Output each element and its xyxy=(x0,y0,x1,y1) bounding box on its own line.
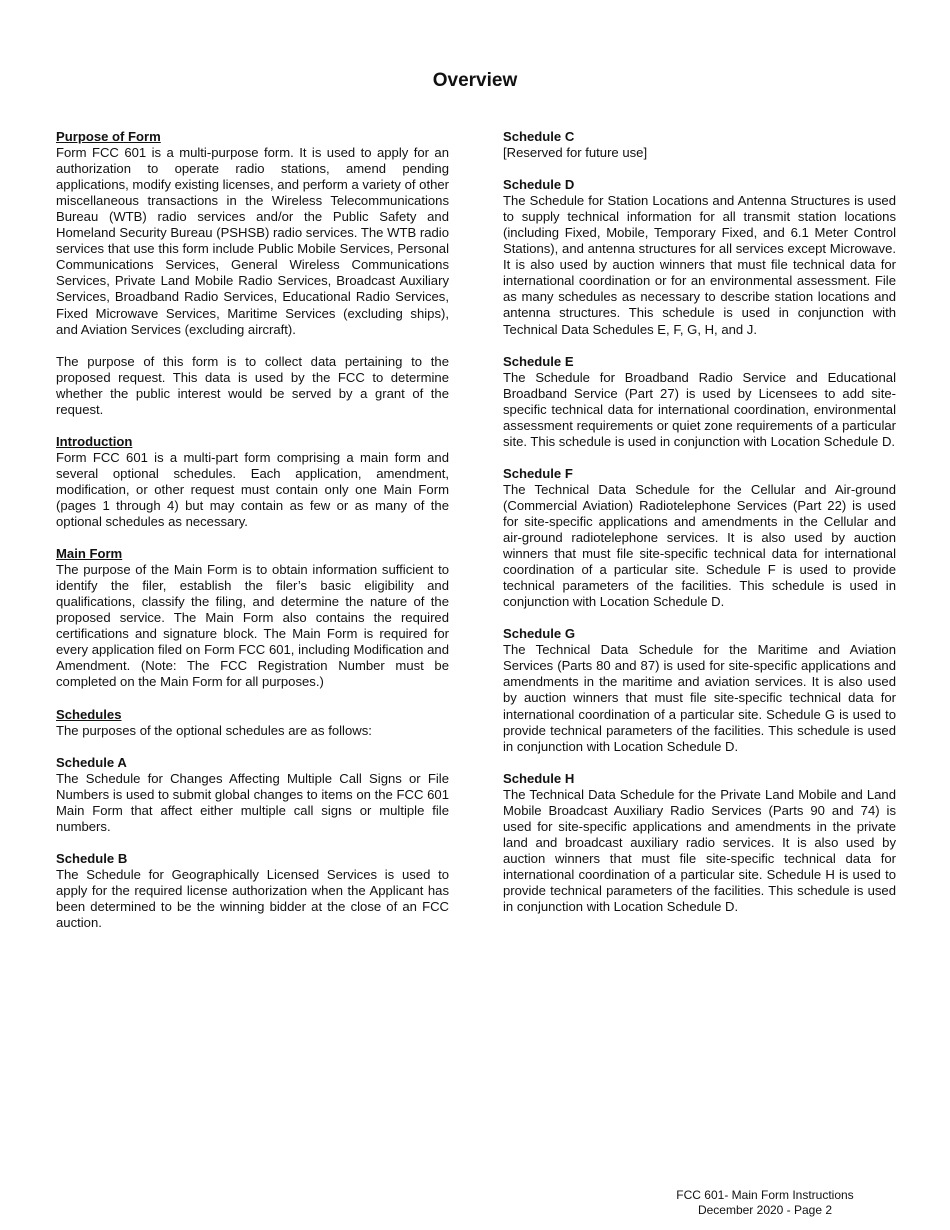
section-schedule-e xyxy=(503,354,896,450)
section-paragraph: Form FCC 601 is a multi-purpose form. It is used to apply for an authorization to operate radio stations, amend pending applications, modify existing licenses, and perform a variety of other miscellaneous transactions in the Wireless Telecommunications Bureau (WTB) radio services and/or the Public Safety and Homeland Security Bureau (PSHSB) radio services. The WTB radio services that use this form include Public Mobile Services, Personal Communications Services, General Wireless Communications Services, Private Land Mobile Radio Services, Broadcast Auxiliary Services, Broadband Radio Services, Educational Radio Services, Fixed Microwave Services, Maritime Services (excluding ships), and Aviation Services (excluding aircraft). xyxy=(56,145,450,337)
section-schedule-a xyxy=(56,755,449,835)
section-paragraph: The Schedule for Geographically Licensed Services is used to apply for the required license authorization when the Applicant has been determined to be the winning bidder at the close of an FCC auction. xyxy=(56,866,449,931)
section-heading: Schedule F xyxy=(503,465,573,481)
section-paragraph: The Schedule for Station Locations and Antenna Structures is used to supply technical information for all transmit station locations (including Fixed, Mobile, Temporary Fixed, and 6.1 Meter Control Stations), and antenna structures for all services except Microwave. It is also used by auction winners that must file technical data for international coordination or for an environmental assessment. File as many schedules as necessary to describe station locations and antenna structures. This schedule is used in conjunction with Technical Data Schedules E, F, G, H, and J. xyxy=(503,193,896,337)
section-schedule-f xyxy=(503,466,896,610)
section-heading: Schedule A xyxy=(56,754,127,770)
section-heading: Main Form xyxy=(56,546,123,562)
page-footer xyxy=(640,1188,890,1218)
section-heading: Schedule B xyxy=(56,850,128,866)
section-schedule-h xyxy=(503,771,896,915)
section-heading: Schedule E xyxy=(503,353,574,369)
section-paragraph: The purposes of the optional schedules are as follows: xyxy=(56,722,372,738)
section-paragraph: The Technical Data Schedule for the Cellular and Air-ground (Commercial Aviation) Radiotelephone Services (Part 22) is used for site-specific applications and amendments in the Cellular and air-ground radiotelephone services. It is also used by auction winners that must file site-specific technical data for international coordination of a particular site. Schedule F is used to provide technical parameters of the facilities. This schedule is used in conjunction with Location Schedule D. xyxy=(503,481,896,610)
footer-form-name: FCC 601- Main Form Instructions xyxy=(676,1188,854,1202)
section-heading: Purpose of Form xyxy=(56,129,161,144)
section-introduction xyxy=(56,434,449,530)
section-schedules xyxy=(56,707,449,739)
section-schedule-b xyxy=(56,851,449,931)
section-heading: Introduction xyxy=(56,433,133,449)
section-heading: Schedules xyxy=(56,706,122,722)
section-heading: Schedule G xyxy=(503,626,576,642)
left-column xyxy=(56,129,449,947)
section-schedule-d xyxy=(503,177,896,337)
section-paragraph: [Reserved for future use] xyxy=(503,145,648,161)
footer-date-page: December 2020 - Page 2 xyxy=(697,1203,833,1217)
section-main-form xyxy=(56,546,449,690)
right-column xyxy=(503,129,896,931)
section-heading: Schedule H xyxy=(503,770,575,786)
section-heading: Schedule D xyxy=(503,177,575,193)
section-schedule-c xyxy=(503,129,896,161)
section-paragraph: Form FCC 601 is a multi-part form comprising a main form and several optional schedules. Each application, amendment, modification, or other request must contain only one Main Form (pages 1 through 4) but may contain as few or as many of the optional schedules as necessary. xyxy=(56,449,449,530)
section-paragraph: The Technical Data Schedule for the Maritime and Aviation Services (Parts 80 and 87) is used for site-specific applications and amendments in the maritime and aviation services. It is also used by auction winners that must file site-specific technical data for international coordination of a particular site. Schedule G is used to provide technical parameters of the facilities. This schedule is used in conjunction with Location Schedule D. xyxy=(503,642,896,754)
section-schedule-g xyxy=(503,626,896,754)
section-paragraph: The Schedule for Broadband Radio Service and Educational Broadband Service (Part 27) is used by Licensees to add site-specific technical data for international coordination, environmental assessment requirements or quiet zone requirements of a particular site. This schedule is used in conjunction with Location Schedule D. xyxy=(503,369,896,449)
section-purpose-of-form xyxy=(56,129,449,418)
section-paragraph: The Technical Data Schedule for the Private Land Mobile and Land Mobile Broadcast Auxiliary Radio Services (Parts 90 and 74) is used for site-specific applications and amendments in the private land and broadcast auxiliary radio services. It is also used by auction winners that must file site-specific technical data for international coordination of a particular site. Schedule H is used to provide technical parameters of the facilities. This schedule is used in conjunction with Location Schedule D. xyxy=(503,786,896,915)
section-paragraph: The Schedule for Changes Affecting Multiple Call Signs or File Numbers is used to submit global changes to items on the FCC 601 Main Form that affect either multiple call signs or multiple file numbers. xyxy=(56,770,449,834)
section-paragraph: The purpose of the Main Form is to obtain information sufficient to identify the filer, establish the filer’s basic eligibility and qualifications, classify the filing, and determine the nature of the proposed service. The Main Form also contains the required certifications and signature block. The Main Form is required for every application filed on Form FCC 601, including Modification and Amendment. (Note: The FCC Registration Number must be completed on the Main Form for all purposes.) xyxy=(56,562,449,690)
page-title: Overview xyxy=(432,70,518,91)
section-heading: Schedule C xyxy=(503,129,575,144)
section-paragraph: The purpose of this form is to collect data pertaining to the proposed request. This data is used by the FCC to determine whether the public interest would be served by a grant of the request. xyxy=(56,353,449,417)
